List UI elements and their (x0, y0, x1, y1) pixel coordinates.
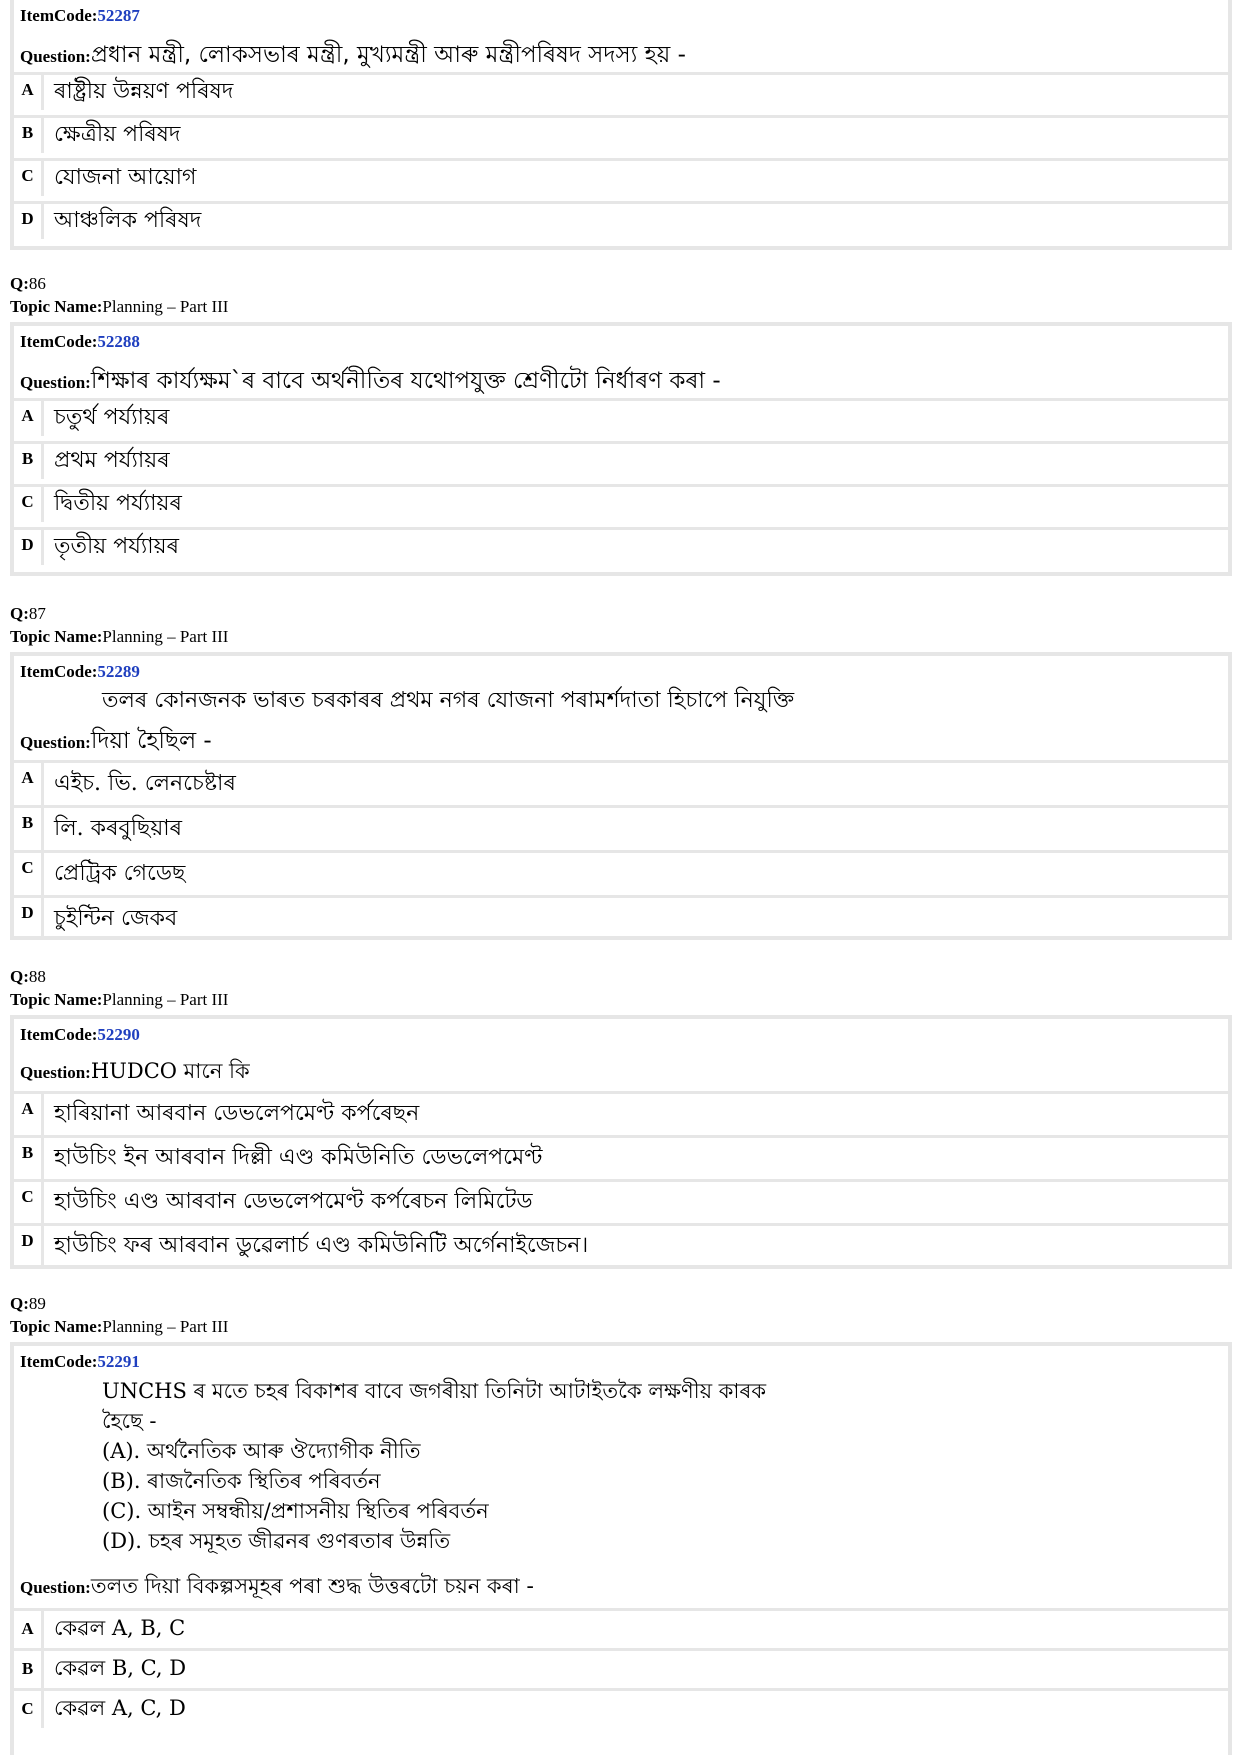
option-row (14, 1608, 1228, 1648)
topic-label: Topic Name: (10, 297, 103, 316)
option-text: কেৱল A, C, D (54, 1696, 186, 1720)
option-row (14, 441, 1228, 479)
q-number: 88 (28, 967, 46, 986)
question-text-line: (D). চহৰ সমূহত জীৱনৰ গুণৰতাৰ উন্নতি (102, 1529, 451, 1553)
question-text: HUDCO মানে কি (90, 1059, 250, 1083)
topic-name: Planning – Part III (102, 1317, 229, 1336)
question-card (10, 1342, 1232, 1755)
topic-label: Topic Name: (10, 990, 103, 1009)
q-number: 89 (28, 1294, 46, 1313)
item-code-line (20, 6, 140, 26)
option-letter: B (14, 1651, 44, 1688)
option-letter: B (14, 1138, 44, 1179)
question-text: দিয়া হৈছিল - (90, 728, 212, 754)
question-text-line: তলৰ কোনজনক ভাৰত চৰকাৰৰ প্ৰথম নগৰ যোজনা পৰামৰ্শদাতা হিচাপে নিযুক্তি (102, 688, 795, 713)
item-code-label: ItemCode: (20, 1352, 98, 1371)
topic-label: Topic Name: (10, 627, 103, 646)
question-line (20, 362, 721, 401)
topic-name: Planning – Part III (102, 297, 229, 316)
question-header (10, 602, 1236, 648)
question-line (20, 1570, 534, 1605)
item-code-line (20, 332, 140, 352)
item-code-value: 52291 (97, 1352, 140, 1371)
question-label: Question: (20, 733, 91, 752)
option-text: হাউচিং ইন আৰবান দিল্লী এণ্ড কমিউনিতি ডেভলেপমেণ্ট (54, 1145, 543, 1170)
q-label: Q: (10, 1294, 29, 1313)
option-letter: D (14, 1226, 44, 1267)
option-row (14, 115, 1228, 153)
option-text: হাউচিং এণ্ড আৰবান ডেভলেপমেণ্ট কৰ্পৰেচন লিমিটেড (54, 1189, 533, 1214)
option-text: দ্বিতীয় পৰ্য্যায়ৰ (54, 491, 182, 516)
question-card (10, 322, 1232, 576)
question-card (10, 0, 1232, 250)
option-letter: C (14, 1691, 44, 1728)
option-letter: B (14, 118, 44, 153)
option-row (14, 850, 1228, 895)
q-label: Q: (10, 967, 29, 986)
option-letter: C (14, 853, 44, 895)
question-text-line: (A). অৰ্থনৈতিক আৰু ঔদ্যোগীক নীতি (102, 1439, 421, 1463)
option-row (14, 1223, 1228, 1267)
option-row (14, 1091, 1228, 1135)
question-text-line: হৈছে - (102, 1409, 157, 1433)
option-letter: A (14, 763, 44, 805)
question-label: Question: (20, 1578, 91, 1597)
item-code-label: ItemCode: (20, 1025, 98, 1044)
question-label: Question: (20, 1063, 91, 1082)
question-line (20, 36, 686, 75)
question-header (10, 1292, 1236, 1338)
q-label: Q: (10, 274, 29, 293)
option-text: হাউচিং ফৰ আৰবান ডুৱেলাৰ্চ এণ্ড কমিউনিটি অৰ্গেনাইজেচন। (54, 1233, 589, 1258)
option-row (14, 895, 1228, 940)
question-label: Question: (20, 47, 91, 66)
item-code-line (20, 1352, 140, 1372)
option-text: লি. কৰবুছিয়াৰ (54, 816, 183, 841)
option-text: ৰাষ্ট্ৰীয় উন্নয়ণ পৰিষদ (54, 79, 234, 104)
option-row (14, 201, 1228, 239)
question-text: তলত দিয়া বিকল্পসমূহৰ পৰা শুদ্ধ উত্তৰটো চয়ন কৰা - (90, 1574, 534, 1598)
option-letter: D (14, 530, 44, 565)
option-text: চুইন্টিন জেকব (54, 906, 178, 931)
question-text: প্ৰধান মন্ত্ৰী, লোকসভাৰ মন্ত্ৰী, মুখ্যমন্ত্ৰী আৰু মন্ত্ৰীপৰিষদ সদস্য হয় - (90, 42, 686, 68)
question-line (20, 722, 212, 761)
item-code-value: 52289 (97, 662, 140, 681)
question-card (10, 652, 1232, 940)
option-text: প্ৰেট্ৰিক গেডেছ (54, 861, 186, 886)
item-code-line (20, 662, 140, 682)
option-text: যোজনা আয়োগ (54, 165, 197, 190)
item-code-value: 52287 (97, 6, 140, 25)
option-text: আঞ্চলিক পৰিষদ (54, 208, 202, 233)
option-text: চতুৰ্থ পৰ্য্যায়ৰ (54, 405, 170, 430)
item-code-label: ItemCode: (20, 6, 98, 25)
option-row (14, 1135, 1228, 1179)
option-letter: A (14, 401, 44, 436)
question-line (20, 1055, 250, 1090)
option-letter: D (14, 204, 44, 239)
item-code-value: 52288 (97, 332, 140, 351)
q-number: 86 (28, 274, 46, 293)
option-text: এইচ. ভি. লেনচেষ্টাৰ (54, 771, 236, 796)
question-label: Question: (20, 373, 91, 392)
option-text: তৃতীয় পৰ্য্যায়ৰ (54, 534, 179, 559)
option-row (14, 805, 1228, 850)
option-letter: B (14, 444, 44, 479)
option-row (14, 484, 1228, 522)
option-row (14, 760, 1228, 805)
option-row (14, 72, 1228, 110)
option-text: কেৱল B, C, D (54, 1656, 187, 1680)
option-letter: D (14, 898, 44, 940)
item-code-label: ItemCode: (20, 332, 98, 351)
option-text: প্ৰথম পৰ্য্যায়ৰ (54, 448, 170, 473)
question-header (10, 965, 1236, 1011)
option-row (14, 1179, 1228, 1223)
question-text: শিক্ষাৰ কাৰ্য্যক্ষম`ৰ বাবে অৰ্থনীতিৰ যথোপযুক্ত শ্ৰেণীটো নিৰ্ধাৰণ কৰা - (90, 368, 721, 394)
topic-name: Planning – Part III (102, 990, 229, 1009)
option-letter: B (14, 808, 44, 850)
question-text-line: (B). ৰাজনৈতিক স্থিতিৰ পৰিবৰ্তন (102, 1469, 381, 1493)
option-letter: C (14, 1182, 44, 1223)
option-text: হাৰিয়ানা আৰবান ডেভলেপমেণ্ট কৰ্পৰেছন (54, 1101, 420, 1126)
question-card (10, 1015, 1232, 1269)
option-letter: C (14, 487, 44, 522)
question-text-line: UNCHS ৰ মতে চহৰ বিকাশৰ বাবে জগৰীয়া তিনিটা আটাইতকৈ লক্ষণীয় কাৰক (102, 1379, 767, 1403)
option-row (14, 158, 1228, 196)
option-letter: A (14, 1611, 44, 1648)
option-row (14, 398, 1228, 436)
option-row (14, 527, 1228, 565)
option-letter: A (14, 1094, 44, 1135)
option-text: ক্ষেত্ৰীয় পৰিষদ (54, 122, 181, 147)
option-letter: C (14, 161, 44, 196)
question-body (102, 1376, 766, 1556)
item-code-label: ItemCode: (20, 662, 98, 681)
option-text: কেৱল A, B, C (54, 1616, 186, 1640)
topic-label: Topic Name: (10, 1317, 103, 1336)
q-number: 87 (28, 604, 46, 623)
item-code-line (20, 1025, 140, 1045)
q-label: Q: (10, 604, 29, 623)
option-row (14, 1688, 1228, 1728)
question-text-line: (C). আইন সম্বন্ধীয়/প্ৰশাসনীয় স্থিতিৰ পৰিবৰ্তন (102, 1499, 489, 1523)
option-letter: A (14, 75, 44, 110)
question-header (10, 272, 1236, 318)
option-row (14, 1648, 1228, 1688)
item-code-value: 52290 (97, 1025, 140, 1044)
topic-name: Planning – Part III (102, 627, 229, 646)
